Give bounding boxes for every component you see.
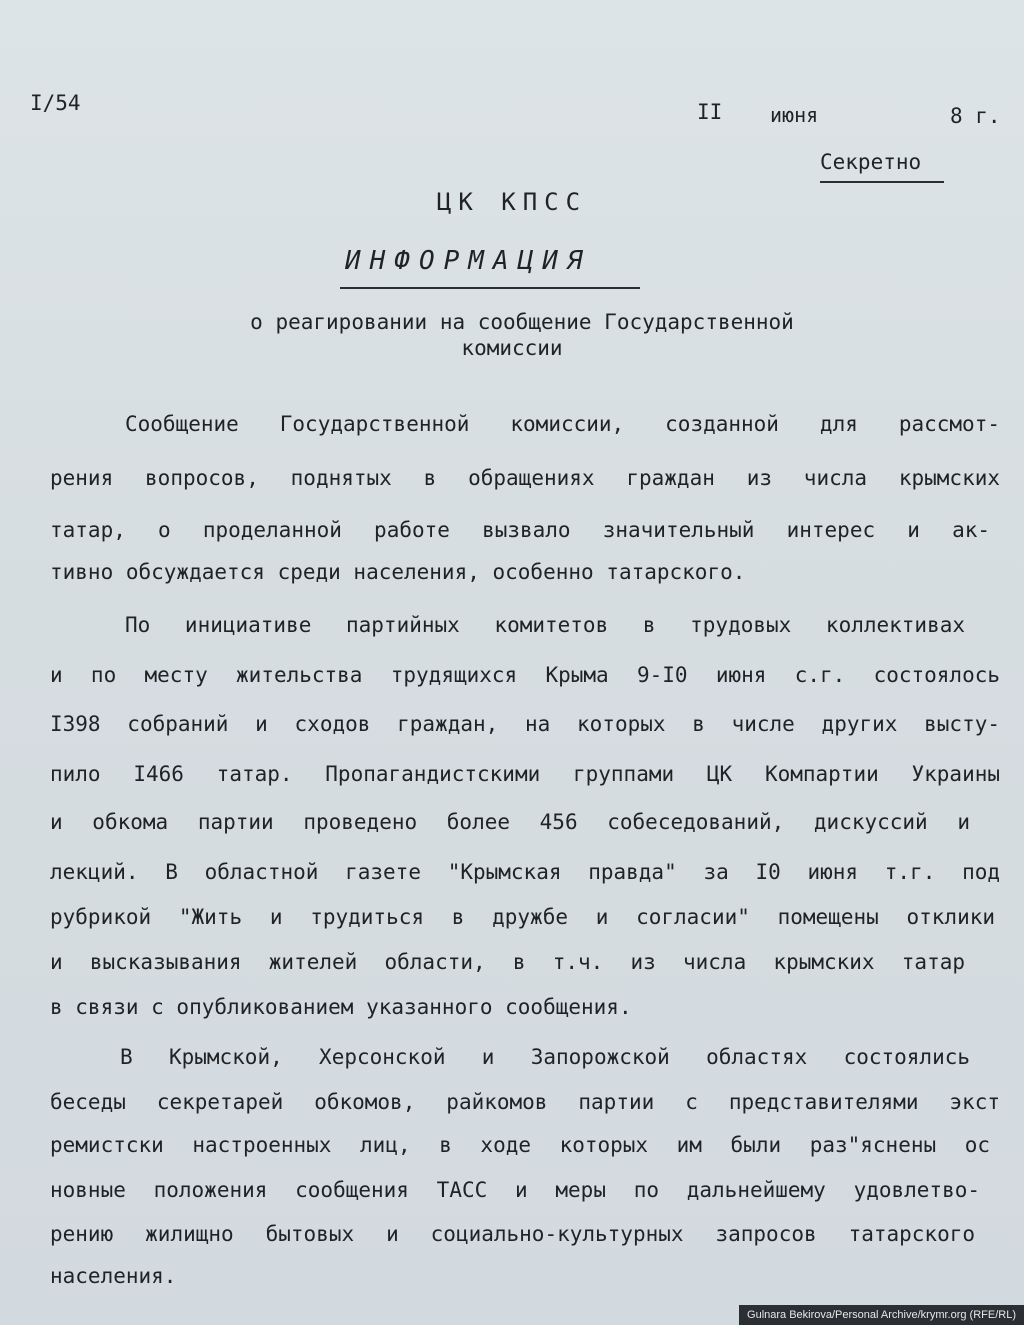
date-month: июня — [770, 103, 819, 127]
body-line: беседы секретарей обкомов, райкомов партии с представителями экст — [50, 1090, 1000, 1114]
classification-stamp: Секретно — [820, 150, 922, 174]
title-underline — [340, 287, 640, 289]
body-line: I398 собраний и сходов граждан, на которых в числе других высту- — [50, 712, 1000, 736]
body-line: населения. — [50, 1264, 177, 1288]
body-line: В Крымской, Херсонской и Запорожской областях состоялись — [120, 1045, 970, 1069]
subtitle-line-1: о реагировании на сообщение Государственной — [250, 310, 794, 334]
body-line: и высказывания жителей области, в т.ч. из числа крымских татар — [50, 950, 965, 974]
body-line: тивно обсуждается среди населения, особенно татарского. — [50, 560, 746, 584]
photo-credit: Gulnara Bekirova/Personal Archive/krymr.org (RFE/RL) — [739, 1305, 1024, 1325]
body-line: и обкома партии проведено более 456 собеседований, дискуссий и — [50, 810, 970, 834]
body-line: в связи с опубликованием указанного сообщения. — [50, 995, 632, 1019]
body-line: Сообщение Государственной комиссии, созданной для рассмот- — [125, 412, 1000, 436]
body-line: татар, о проделанной работе вызвало значительный интерес и ак- — [50, 518, 990, 542]
body-line: рению жилищно бытовых и социально-культурных запросов татарского — [50, 1222, 975, 1246]
subtitle-line-2: комиссии — [461, 336, 563, 360]
body-line: рения вопросов, поднятых в обращениях граждан из числа крымских — [50, 466, 1000, 490]
addressee: ЦК КПСС — [436, 188, 588, 216]
body-line: пило I466 татар. Пропагандистскими группами ЦК Компартии Украины — [50, 762, 1000, 786]
body-line: и по месту жительства трудящихся Крыма 9-I0 июня с.г. состоялось — [50, 663, 1000, 687]
document-title: ИНФОРМАЦИЯ — [345, 246, 592, 276]
date-year: 8 г. — [950, 104, 1001, 128]
body-line: По инициативе партийных комитетов в трудовых коллективах — [125, 613, 965, 637]
document-number: I/54 — [30, 91, 81, 115]
body-line: новные положения сообщения ТАСС и меры по дальнейшему удовлетво- — [50, 1178, 980, 1202]
date-day: II — [697, 100, 723, 124]
body-line: ремистски настроенных лиц, в ходе которых им были раз"яснены ос — [50, 1133, 990, 1157]
body-line: рубрикой "Жить и трудиться в дружбе и согласии" помещены отклики — [50, 905, 995, 929]
classification-underline — [820, 181, 944, 183]
body-line: лекций. В областной газете "Крымская правда" за I0 июня т.г. под — [50, 860, 1000, 884]
